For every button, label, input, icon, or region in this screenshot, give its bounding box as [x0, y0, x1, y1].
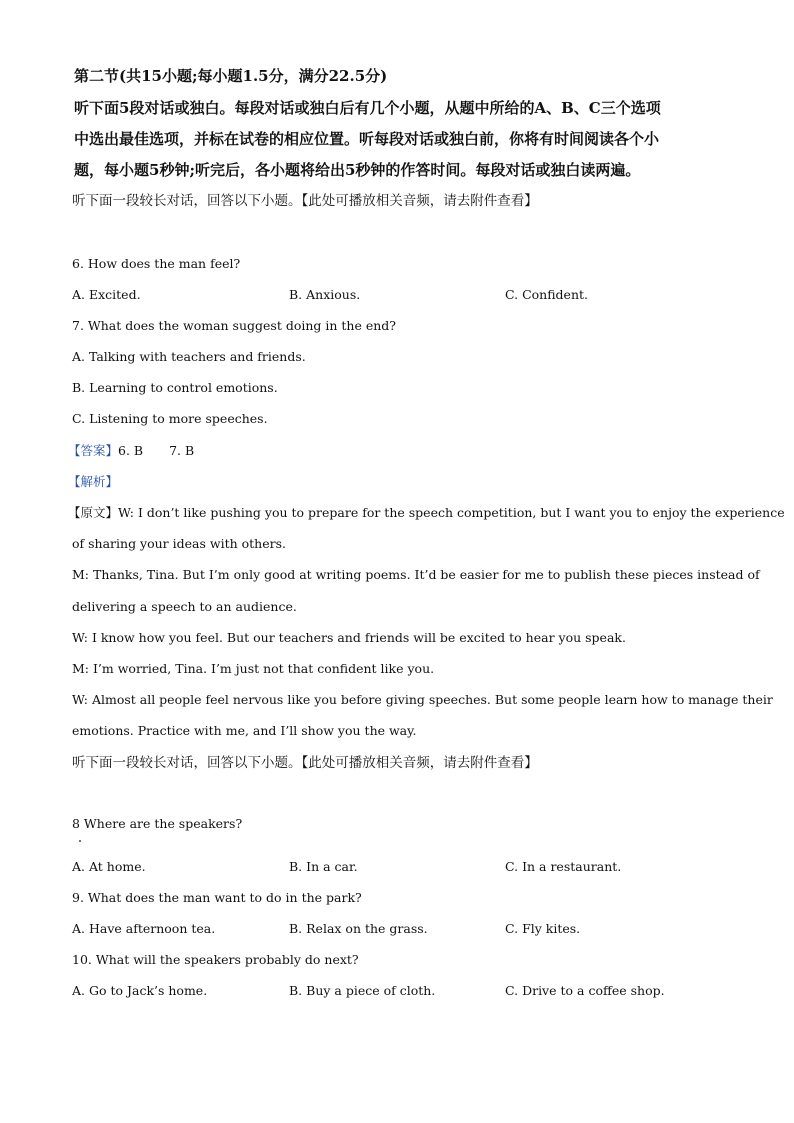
- answer-6: 6. B: [118, 443, 144, 458]
- instruction-line-3: 题，每小题5秒钟;听完后，各小题将给出5秒钟的作答时间。每段对话或独白读两遍。: [74, 161, 641, 179]
- q9-option-a: A. Have afternoon tea.: [72, 921, 216, 936]
- section-title: 第二节(共15小题;每小题1.5分，满分22.5分): [74, 67, 388, 85]
- q6-stem: 6. How does the man feel?: [72, 256, 241, 271]
- q8-option-b: B. In a car.: [289, 859, 358, 874]
- transcript-text-1: W: I don’t like pushing you to prepare for the speech competition, but I want you to enjoy the experience: [118, 505, 785, 520]
- transcript-line-5: W: I know how you feel. But our teachers and friends will be excited to hear you speak.: [72, 630, 626, 645]
- q7-option-b: B. Learning to control emotions.: [72, 380, 278, 395]
- q7-option-c: C. Listening to more speeches.: [72, 411, 268, 426]
- q10-option-b: B. Buy a piece of cloth.: [289, 983, 436, 998]
- transcript-line-1: [68, 505, 785, 521]
- q10-stem: 10. What will the speakers probably do next?: [72, 952, 359, 967]
- passage2-intro: 听下面一段较长对话，回答以下小题。【此处可播放相关音频，请去附件查看】: [72, 755, 538, 771]
- q8-option-c: C. In a restaurant.: [505, 859, 622, 874]
- q7-stem: 7. What does the woman suggest doing in the end?: [72, 318, 397, 333]
- q6-option-b: B. Anxious.: [289, 287, 361, 302]
- q6-option-c: C. Confident.: [505, 287, 588, 302]
- instruction-line-2: 中选出最佳选项，并标在试卷的相应位置。听每段对话或独白前，你将有时间阅读各个小: [74, 130, 660, 148]
- transcript-line-4: delivering a speech to an audience.: [72, 599, 297, 614]
- transcript-line-3: M: Thanks, Tina. But I’m only good at writing poems. It’d be easier for me to publish these pieces instead of: [72, 567, 760, 582]
- transcript-line-6: M: I’m worried, Tina. I’m just not that confident like you.: [72, 661, 435, 676]
- q8-option-a: A. At home.: [72, 859, 146, 874]
- q8-stem: 8 Where are the speakers?: [72, 816, 243, 831]
- transcript-line-7: W: Almost all people feel nervous like you before giving speeches. But some people learn how to manage their: [72, 692, 773, 707]
- q9-stem: 9. What does the man want to do in the park?: [72, 890, 362, 905]
- answer-label: 【答案】: [68, 443, 119, 458]
- analysis-label: 【解析】: [68, 474, 119, 489]
- stray-dot: [79, 840, 81, 842]
- q10-option-a: A. Go to Jack’s home.: [72, 983, 208, 998]
- passage1-intro: 听下面一段较长对话，回答以下小题。【此处可播放相关音频，请去附件查看】: [72, 193, 538, 209]
- answer-7: 7. B: [169, 443, 195, 458]
- q9-option-c: C. Fly kites.: [505, 921, 581, 936]
- q9-option-b: B. Relax on the grass.: [289, 921, 428, 936]
- answer-row: [68, 443, 194, 459]
- q6-option-a: A. Excited.: [72, 287, 141, 302]
- q7-option-a: A. Talking with teachers and friends.: [72, 349, 306, 364]
- instruction-line-1: 听下面5段对话或独白。每段对话或独白后有几个小题，从题中所给的A、B、C三个选项: [74, 99, 661, 117]
- transcript-line-8: emotions. Practice with me, and I’ll show you the way.: [72, 723, 417, 738]
- transcript-line-2: of sharing your ideas with others.: [72, 536, 286, 551]
- transcript-label: 【原文】: [68, 505, 119, 520]
- q10-option-c: C. Drive to a coffee shop.: [505, 983, 665, 998]
